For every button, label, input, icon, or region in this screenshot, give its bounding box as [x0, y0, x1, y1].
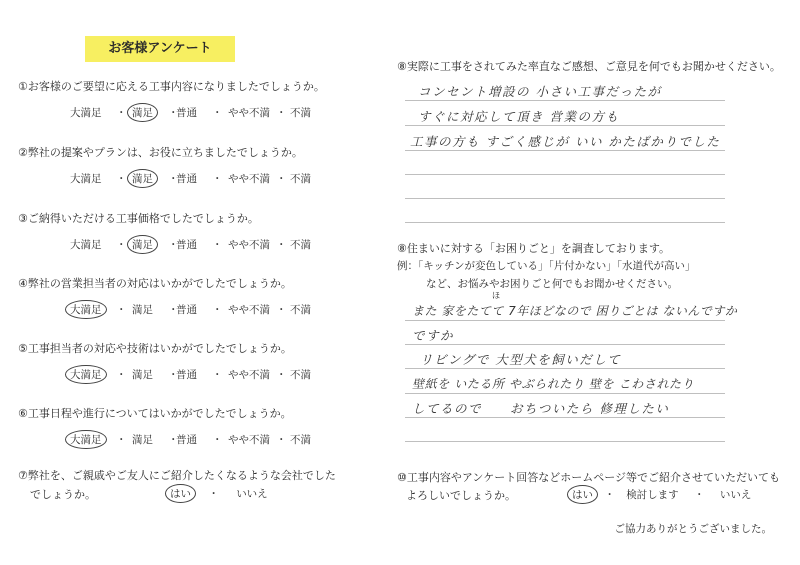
rating-option-cell — [70, 237, 102, 252]
rating-option-cell — [228, 105, 270, 120]
q10-option-yes[interactable]: はい — [567, 485, 598, 504]
survey-title: お客様アンケート — [85, 36, 235, 62]
rating-option-cell — [70, 432, 102, 447]
rating-option-cell — [290, 237, 311, 252]
q10-text-line2: よろしいでしょうか。 — [406, 489, 516, 502]
separator-dot: ・ — [168, 107, 179, 119]
answer-line — [405, 174, 725, 175]
handwritten-answer-line: また 家をたてて 7年ほどなので 困りごとは ないんですか — [412, 304, 738, 318]
rating-option[interactable]: 不満 — [290, 107, 311, 119]
separator-dot: ・ — [212, 107, 223, 119]
rating-option[interactable]: 満足 — [127, 103, 158, 122]
q10-option-no[interactable]: いいえ — [719, 489, 752, 501]
rating-option-cell — [176, 432, 197, 447]
handwritten-ruby: ほ — [492, 291, 500, 300]
rating-option-cell — [228, 171, 270, 186]
rating-option-cell — [228, 237, 270, 252]
rating-option-cell — [176, 367, 197, 382]
separator-dot: ・ — [168, 173, 179, 185]
rating-option-cell — [70, 367, 102, 382]
rating-option[interactable]: 満足 — [127, 235, 158, 254]
rating-option[interactable]: 大満足 — [70, 173, 102, 185]
handwritten-answer-line: コンセント増設の 小さい工事だったが — [418, 84, 662, 99]
separator-dot: ・ — [208, 488, 219, 500]
rating-option[interactable]: やや不満 — [228, 107, 270, 119]
handwritten-answer-line: ですか — [412, 328, 455, 343]
rating-option-cell — [70, 105, 102, 120]
handwritten-answer-line: 壁紙を いたる所 やぶられたり 壁を こわされたり — [412, 377, 695, 391]
rating-option[interactable]: やや不満 — [228, 173, 270, 185]
separator-dot: ・ — [212, 369, 223, 381]
separator-dot: ・ — [168, 369, 179, 381]
question-text: ⑥工事日程や進行についてはいかがでしたでしょうか。 — [18, 407, 292, 420]
rating-option[interactable]: 大満足 — [65, 430, 107, 449]
separator-dot: ・ — [168, 239, 179, 251]
rating-option[interactable]: 普通 — [176, 239, 197, 251]
rating-option[interactable]: やや不満 — [228, 239, 270, 251]
rating-option[interactable]: 満足 — [132, 304, 153, 316]
q7-option-yes[interactable]: はい — [165, 484, 196, 503]
separator-dot: ・ — [212, 173, 223, 185]
rating-option-cell — [132, 105, 153, 120]
rating-option[interactable]: 満足 — [127, 169, 158, 188]
separator-dot: ・ — [276, 239, 287, 251]
question-text: ⑤工事担当者の対応や技術はいかがでしたでしょうか。 — [18, 342, 292, 355]
answer-line — [405, 222, 725, 223]
separator-dot: ・ — [276, 304, 287, 316]
rating-option[interactable]: やや不満 — [228, 434, 270, 446]
q10-text-line1: ⑩工事内容やアンケート回答などホームページ等でご紹介させていただいても — [397, 471, 780, 484]
rating-option-cell — [228, 302, 270, 317]
separator-dot: ・ — [116, 434, 127, 446]
separator-dot: ・ — [604, 489, 615, 501]
rating-option[interactable]: 不満 — [290, 434, 311, 446]
answer-line — [405, 368, 725, 369]
handwritten-answer-line: リビングで 大型犬を飼いだして — [420, 352, 622, 367]
separator-dot: ・ — [168, 304, 179, 316]
separator-dot: ・ — [168, 434, 179, 446]
answer-line — [405, 344, 725, 345]
rating-option-cell — [176, 171, 197, 186]
rating-option[interactable]: 大満足 — [65, 300, 107, 319]
rating-option[interactable]: やや不満 — [228, 304, 270, 316]
q7-text-line1: ⑦弊社を、ご親戚やご友人にご紹介したくなるような会社でした — [18, 469, 336, 482]
separator-dot: ・ — [116, 107, 127, 119]
q10-options — [572, 487, 751, 502]
answer-line — [405, 441, 725, 442]
rating-option-cell — [70, 302, 102, 317]
separator-dot: ・ — [276, 173, 287, 185]
rating-option[interactable]: 普通 — [176, 369, 197, 381]
rating-option-cell — [132, 432, 153, 447]
separator-dot: ・ — [116, 239, 127, 251]
rating-option-cell — [132, 367, 153, 382]
rating-option-cell — [290, 171, 311, 186]
rating-option[interactable]: 普通 — [176, 304, 197, 316]
q8b-example2: など、お悩みやお困りごと何でもお聞かせください。 — [426, 278, 678, 290]
handwritten-answer-line: 工事の方も すごく感じが いい かたばかりでした — [410, 134, 721, 149]
rating-option[interactable]: やや不満 — [228, 369, 270, 381]
handwritten-answer-line: すぐに対応して頂き 営業の方も — [418, 109, 620, 124]
separator-dot: ・ — [694, 489, 705, 501]
separator-dot: ・ — [116, 369, 127, 381]
question-text: ①お客様のご要望に応える工事内容になりましたでしょうか。 — [18, 80, 325, 93]
answer-line — [405, 417, 725, 418]
answer-line — [405, 150, 725, 151]
answer-line — [405, 125, 725, 126]
rating-option-cell — [290, 432, 311, 447]
separator-dot: ・ — [212, 304, 223, 316]
rating-option-cell — [228, 367, 270, 382]
separator-dot: ・ — [116, 304, 127, 316]
rating-option-cell — [290, 105, 311, 120]
rating-option[interactable]: 満足 — [132, 369, 153, 381]
q8b-example1: 例：「キッチンが変色している」「片付かない」「水道代が高い」 — [397, 260, 696, 272]
rating-option-cell — [290, 367, 311, 382]
rating-option-cell — [132, 171, 153, 186]
rating-option[interactable]: 大満足 — [70, 239, 102, 251]
rating-option[interactable]: 普通 — [176, 434, 197, 446]
rating-option[interactable]: 普通 — [176, 173, 197, 185]
q7-text-line2: でしょうか。 — [30, 488, 96, 501]
rating-option-cell — [132, 302, 153, 317]
q10-option-consider[interactable]: 検討します — [626, 489, 679, 501]
rating-option-cell — [228, 432, 270, 447]
answer-line — [405, 100, 725, 101]
rating-option[interactable]: 大満足 — [65, 365, 107, 384]
rating-option[interactable]: 不満 — [290, 173, 311, 185]
separator-dot: ・ — [212, 239, 223, 251]
rating-option[interactable]: 不満 — [290, 239, 311, 251]
rating-option-cell — [70, 171, 102, 186]
q8a-text: ⑧実際に工事をされてみた率直なご感想、ご意見を何でもお聞かせください。 — [397, 60, 781, 73]
rating-option-cell — [176, 105, 197, 120]
rating-option[interactable]: 大満足 — [70, 107, 102, 119]
separator-dot: ・ — [276, 107, 287, 119]
q8b-text: ⑧住まいに対する「お困りごと」を調査しております。 — [397, 242, 670, 255]
handwritten-answer-line: してるので おちついたら 修理したい — [412, 401, 670, 416]
answer-line — [405, 198, 725, 199]
question-text: ④弊社の営業担当者の対応はいかがでしたでしょうか。 — [18, 277, 292, 290]
separator-dot: ・ — [276, 369, 287, 381]
rating-option[interactable]: 不満 — [290, 304, 311, 316]
rating-option[interactable]: 満足 — [132, 434, 153, 446]
q7-options — [170, 486, 268, 501]
rating-option-cell — [132, 237, 153, 252]
thank-you-note: ご協力ありがとうございました。 — [614, 523, 772, 535]
q7-option-no[interactable]: いいえ — [236, 488, 268, 500]
separator-dot: ・ — [212, 434, 223, 446]
rating-option-cell — [176, 237, 197, 252]
rating-option[interactable]: 普通 — [176, 107, 197, 119]
answer-line — [405, 320, 725, 321]
rating-option-cell — [176, 302, 197, 317]
rating-option-cell — [290, 302, 311, 317]
rating-option[interactable]: 不満 — [290, 369, 311, 381]
separator-dot: ・ — [276, 434, 287, 446]
answer-line — [405, 393, 725, 394]
question-text: ②弊社の提案やプランは、お役に立ちましたでしょうか。 — [18, 146, 303, 159]
question-text: ③ご納得いただける工事価格でしたでしょうか。 — [18, 212, 259, 225]
separator-dot: ・ — [116, 173, 127, 185]
